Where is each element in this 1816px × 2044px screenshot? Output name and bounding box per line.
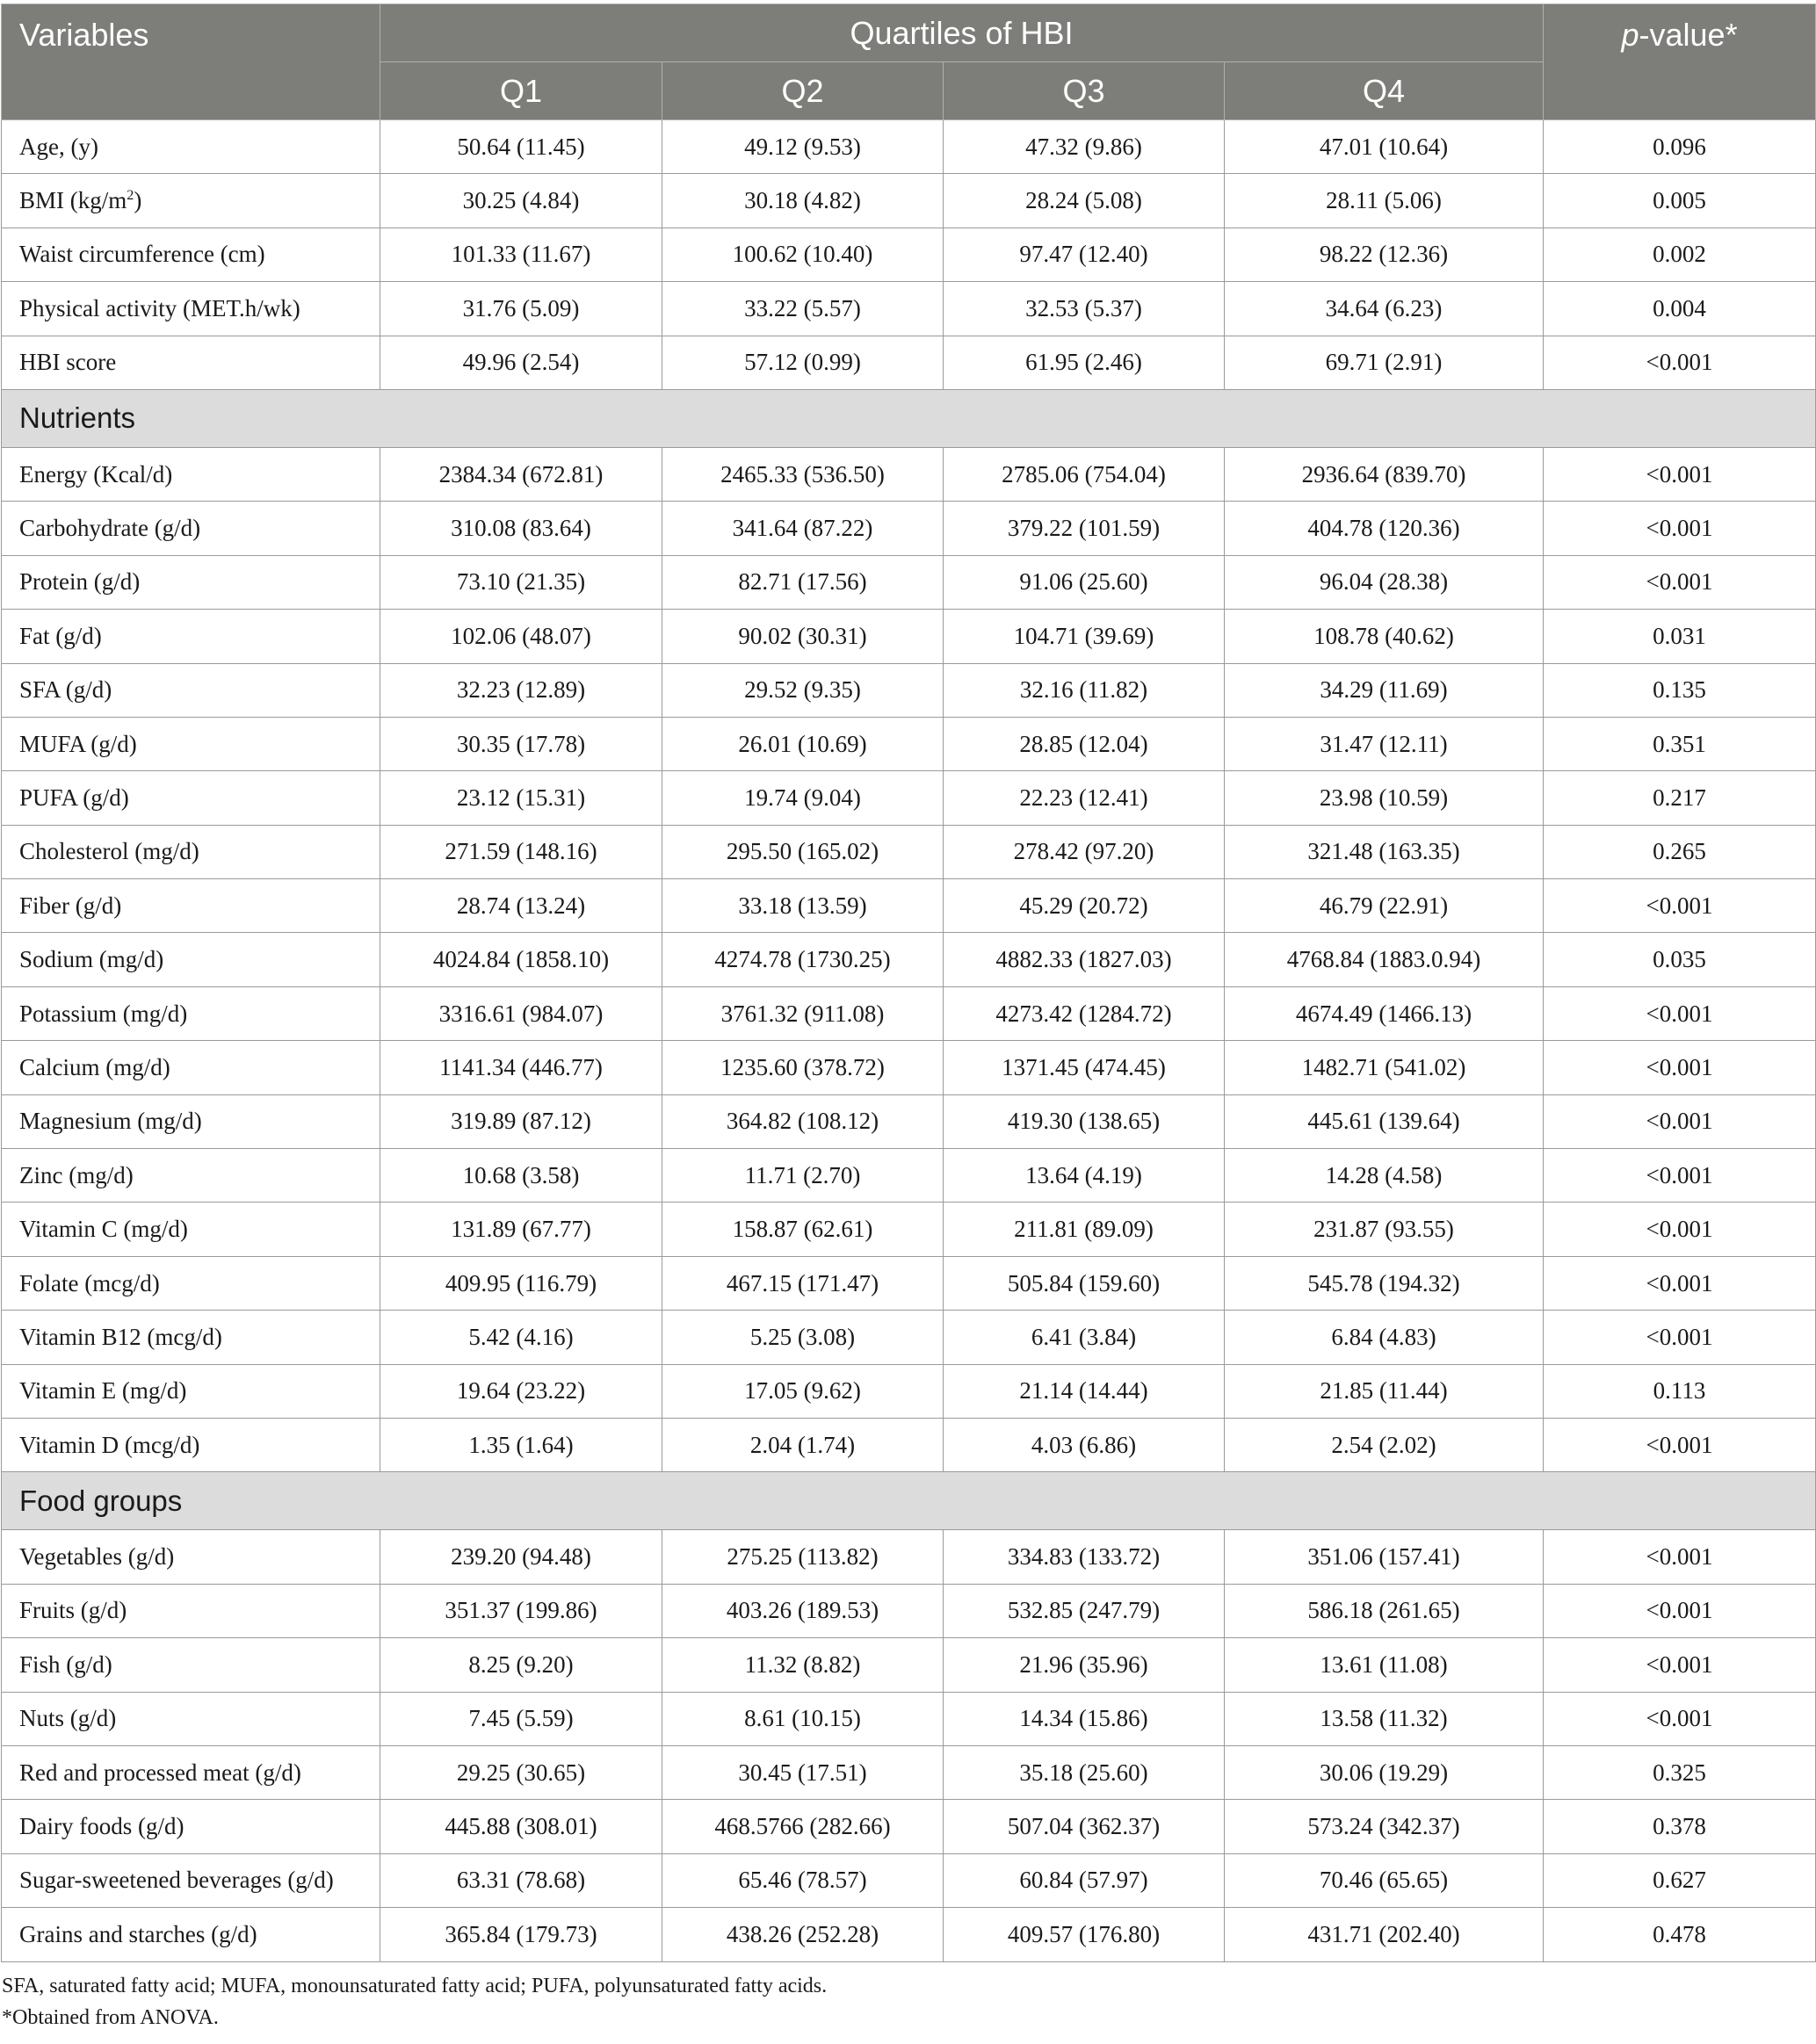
footnote-anova: *Obtained from ANOVA. <box>2 2006 219 2029</box>
cell-pvalue: 0.113 <box>1544 1364 1816 1418</box>
row-label: Carbohydrate (g/d) <box>2 502 380 555</box>
row-label: Vegetables (g/d) <box>2 1530 380 1584</box>
cell-q1: 239.20 (94.48) <box>380 1530 662 1584</box>
cell-q1: 29.25 (30.65) <box>380 1745 662 1799</box>
cell-pvalue: <0.001 <box>1544 1418 1816 1471</box>
cell-q1: 271.59 (148.16) <box>380 825 662 878</box>
cell-q4: 231.87 (93.55) <box>1225 1203 1544 1256</box>
cell-q3: 32.53 (5.37) <box>944 282 1225 336</box>
cell-q4: 34.64 (6.23) <box>1225 282 1544 336</box>
cell-pvalue: <0.001 <box>1544 1203 1816 1256</box>
table-row <box>2 1041 1816 1094</box>
row-label: Fiber (g/d) <box>2 879 380 933</box>
cell-pvalue: 0.096 <box>1544 120 1816 174</box>
cell-q3: 91.06 (25.60) <box>944 555 1225 609</box>
cell-q3: 28.24 (5.08) <box>944 174 1225 228</box>
cell-q4: 13.61 (11.08) <box>1225 1638 1544 1692</box>
cell-q4: 4674.49 (1466.13) <box>1225 986 1544 1040</box>
cell-q1: 28.74 (13.24) <box>380 879 662 933</box>
cell-q3: 278.42 (97.20) <box>944 825 1225 878</box>
cell-q2: 1235.60 (378.72) <box>662 1041 944 1094</box>
table-row <box>2 1638 1816 1692</box>
cell-q1: 30.35 (17.78) <box>380 717 662 770</box>
header-q3: Q3 <box>944 62 1225 120</box>
header-q1: Q1 <box>380 62 662 120</box>
row-label: Waist circumference (cm) <box>2 228 380 281</box>
cell-q2: 30.45 (17.51) <box>662 1745 944 1799</box>
table-row <box>2 825 1816 878</box>
cell-q4: 98.22 (12.36) <box>1225 228 1544 281</box>
cell-q3: 4882.33 (1827.03) <box>944 933 1225 986</box>
row-label: SFA (g/d) <box>2 663 380 717</box>
cell-q4: 47.01 (10.64) <box>1225 120 1544 174</box>
table-row <box>2 120 1816 174</box>
cell-pvalue: 0.627 <box>1544 1853 1816 1907</box>
cell-q2: 19.74 (9.04) <box>662 771 944 825</box>
table-row <box>2 771 1816 825</box>
table-row <box>2 447 1816 501</box>
row-label: Magnesium (mg/d) <box>2 1094 380 1148</box>
cell-q1: 23.12 (15.31) <box>380 771 662 825</box>
header-pvalue-italic: p <box>1621 17 1639 53</box>
cell-q1: 409.95 (116.79) <box>380 1256 662 1310</box>
table-row <box>2 1311 1816 1364</box>
cell-q1: 31.76 (5.09) <box>380 282 662 336</box>
cell-q1: 365.84 (179.73) <box>380 1908 662 1961</box>
cell-pvalue: 0.005 <box>1544 174 1816 228</box>
cell-q1: 50.64 (11.45) <box>380 120 662 174</box>
row-label: Fish (g/d) <box>2 1638 380 1692</box>
cell-q1: 63.31 (78.68) <box>380 1853 662 1907</box>
cell-q3: 6.41 (3.84) <box>944 1311 1225 1364</box>
cell-pvalue: 0.135 <box>1544 663 1816 717</box>
table-row <box>2 1256 1816 1310</box>
header-pvalue <box>1544 4 1816 120</box>
cell-q1: 101.33 (11.67) <box>380 228 662 281</box>
cell-q3: 334.83 (133.72) <box>944 1530 1225 1584</box>
cell-q2: 90.02 (30.31) <box>662 610 944 663</box>
cell-q3: 22.23 (12.41) <box>944 771 1225 825</box>
cell-q2: 2465.33 (536.50) <box>662 447 944 501</box>
cell-q3: 104.71 (39.69) <box>944 610 1225 663</box>
cell-q2: 295.50 (165.02) <box>662 825 944 878</box>
cell-q1: 73.10 (21.35) <box>380 555 662 609</box>
table-row <box>2 879 1816 933</box>
row-label: Energy (Kcal/d) <box>2 447 380 501</box>
table-row <box>2 1853 1816 1907</box>
cell-q3: 2785.06 (754.04) <box>944 447 1225 501</box>
cell-q3: 35.18 (25.60) <box>944 1745 1225 1799</box>
cell-q2: 49.12 (9.53) <box>662 120 944 174</box>
cell-q3: 409.57 (176.80) <box>944 1908 1225 1961</box>
row-label: Sugar-sweetened beverages (g/d) <box>2 1853 380 1907</box>
cell-pvalue: 0.351 <box>1544 717 1816 770</box>
cell-pvalue: <0.001 <box>1544 1692 1816 1745</box>
section-title: Nutrients <box>2 389 1816 447</box>
table-row <box>2 1418 1816 1471</box>
row-label: Vitamin D (mcg/d) <box>2 1418 380 1471</box>
cell-q1: 351.37 (199.86) <box>380 1584 662 1637</box>
cell-q2: 364.82 (108.12) <box>662 1094 944 1148</box>
cell-q1: 310.08 (83.64) <box>380 502 662 555</box>
cell-q3: 4.03 (6.86) <box>944 1418 1225 1471</box>
header-quartiles-group: Quartiles of HBI <box>380 4 1544 62</box>
cell-q4: 46.79 (22.91) <box>1225 879 1544 933</box>
cell-q1: 1141.34 (446.77) <box>380 1041 662 1094</box>
row-label: PUFA (g/d) <box>2 771 380 825</box>
cell-q4: 545.78 (194.32) <box>1225 1256 1544 1310</box>
row-label: Grains and starches (g/d) <box>2 1908 380 1961</box>
cell-q1: 8.25 (9.20) <box>380 1638 662 1692</box>
cell-q1: 1.35 (1.64) <box>380 1418 662 1471</box>
cell-q2: 82.71 (17.56) <box>662 555 944 609</box>
cell-q3: 47.32 (9.86) <box>944 120 1225 174</box>
cell-q3: 532.85 (247.79) <box>944 1584 1225 1637</box>
row-label: Vitamin B12 (mcg/d) <box>2 1311 380 1364</box>
cell-q3: 507.04 (362.37) <box>944 1800 1225 1853</box>
cell-q1: 445.88 (308.01) <box>380 1800 662 1853</box>
table-row <box>2 174 1816 228</box>
cell-q4: 28.11 (5.06) <box>1225 174 1544 228</box>
cell-q4: 70.46 (65.65) <box>1225 1853 1544 1907</box>
cell-pvalue: 0.035 <box>1544 933 1816 986</box>
cell-q4: 351.06 (157.41) <box>1225 1530 1544 1584</box>
cell-q4: 2936.64 (839.70) <box>1225 447 1544 501</box>
cell-q3: 379.22 (101.59) <box>944 502 1225 555</box>
cell-q3: 505.84 (159.60) <box>944 1256 1225 1310</box>
cell-q2: 11.32 (8.82) <box>662 1638 944 1692</box>
cell-pvalue: 0.002 <box>1544 228 1816 281</box>
cell-q2: 11.71 (2.70) <box>662 1149 944 1203</box>
table-row <box>2 1745 1816 1799</box>
header-pvalue-rest: -value* <box>1639 17 1738 53</box>
table-row <box>2 336 1816 389</box>
cell-pvalue: 0.378 <box>1544 1800 1816 1853</box>
cell-q2: 467.15 (171.47) <box>662 1256 944 1310</box>
table-row <box>2 1692 1816 1745</box>
cell-q2: 26.01 (10.69) <box>662 717 944 770</box>
cell-q4: 445.61 (139.64) <box>1225 1094 1544 1148</box>
table-row <box>2 1530 1816 1584</box>
cell-pvalue: <0.001 <box>1544 1638 1816 1692</box>
table-row <box>2 717 1816 770</box>
cell-q4: 431.71 (202.40) <box>1225 1908 1544 1961</box>
cell-pvalue: <0.001 <box>1544 1256 1816 1310</box>
cell-q1: 10.68 (3.58) <box>380 1149 662 1203</box>
cell-q2: 341.64 (87.22) <box>662 502 944 555</box>
row-label: Fruits (g/d) <box>2 1584 380 1637</box>
cell-pvalue: 0.325 <box>1544 1745 1816 1799</box>
table-row <box>2 1364 1816 1418</box>
cell-pvalue: <0.001 <box>1544 1311 1816 1364</box>
cell-q1: 319.89 (87.12) <box>380 1094 662 1148</box>
cell-q2: 468.5766 (282.66) <box>662 1800 944 1853</box>
cell-pvalue: <0.001 <box>1544 1149 1816 1203</box>
row-label: MUFA (g/d) <box>2 717 380 770</box>
cell-pvalue: <0.001 <box>1544 447 1816 501</box>
cell-q2: 275.25 (113.82) <box>662 1530 944 1584</box>
cell-q1: 19.64 (23.22) <box>380 1364 662 1418</box>
cell-q3: 14.34 (15.86) <box>944 1692 1225 1745</box>
cell-q1: 5.42 (4.16) <box>380 1311 662 1364</box>
row-label: Calcium (mg/d) <box>2 1041 380 1094</box>
row-label: Protein (g/d) <box>2 555 380 609</box>
row-label: Physical activity (MET.h/wk) <box>2 282 380 336</box>
cell-q1: 131.89 (67.77) <box>380 1203 662 1256</box>
cell-pvalue: <0.001 <box>1544 1530 1816 1584</box>
row-label: Folate (mcg/d) <box>2 1256 380 1310</box>
cell-q3: 211.81 (89.09) <box>944 1203 1225 1256</box>
cell-pvalue: <0.001 <box>1544 336 1816 389</box>
row-label: Cholesterol (mg/d) <box>2 825 380 878</box>
cell-q2: 438.26 (252.28) <box>662 1908 944 1961</box>
table-body <box>2 120 1816 1962</box>
section-header-row <box>2 389 1816 447</box>
row-label: Vitamin E (mg/d) <box>2 1364 380 1418</box>
cell-pvalue: <0.001 <box>1544 555 1816 609</box>
cell-pvalue: 0.004 <box>1544 282 1816 336</box>
row-label: Nuts (g/d) <box>2 1692 380 1745</box>
section-header-row <box>2 1472 1816 1530</box>
cell-pvalue: 0.265 <box>1544 825 1816 878</box>
cell-q2: 8.61 (10.15) <box>662 1692 944 1745</box>
cell-q4: 21.85 (11.44) <box>1225 1364 1544 1418</box>
cell-q4: 6.84 (4.83) <box>1225 1311 1544 1364</box>
cell-q4: 96.04 (28.38) <box>1225 555 1544 609</box>
cell-q4: 404.78 (120.36) <box>1225 502 1544 555</box>
row-label: Zinc (mg/d) <box>2 1149 380 1203</box>
cell-q4: 1482.71 (541.02) <box>1225 1041 1544 1094</box>
cell-q2: 100.62 (10.40) <box>662 228 944 281</box>
cell-q4: 30.06 (19.29) <box>1225 1745 1544 1799</box>
row-label: Fat (g/d) <box>2 610 380 663</box>
cell-q4: 69.71 (2.91) <box>1225 336 1544 389</box>
table-header <box>2 4 1816 120</box>
row-label: Dairy foods (g/d) <box>2 1800 380 1853</box>
cell-q2: 17.05 (9.62) <box>662 1364 944 1418</box>
cell-q1: 2384.34 (672.81) <box>380 447 662 501</box>
table-row <box>2 282 1816 336</box>
cell-pvalue: 0.031 <box>1544 610 1816 663</box>
hbi-quartiles-table <box>1 4 1816 1962</box>
table-row <box>2 986 1816 1040</box>
table-row <box>2 1203 1816 1256</box>
cell-q1: 102.06 (48.07) <box>380 610 662 663</box>
cell-q4: 34.29 (11.69) <box>1225 663 1544 717</box>
cell-q2: 30.18 (4.82) <box>662 174 944 228</box>
cell-q4: 108.78 (40.62) <box>1225 610 1544 663</box>
table-row <box>2 1094 1816 1148</box>
cell-q3: 4273.42 (1284.72) <box>944 986 1225 1040</box>
header-q2: Q2 <box>662 62 944 120</box>
cell-q3: 28.85 (12.04) <box>944 717 1225 770</box>
header-q4: Q4 <box>1225 62 1544 120</box>
cell-q2: 3761.32 (911.08) <box>662 986 944 1040</box>
cell-q4: 573.24 (342.37) <box>1225 1800 1544 1853</box>
cell-q2: 29.52 (9.35) <box>662 663 944 717</box>
cell-q3: 1371.45 (474.45) <box>944 1041 1225 1094</box>
row-label: Age, (y) <box>2 120 380 174</box>
cell-pvalue: <0.001 <box>1544 1094 1816 1148</box>
cell-pvalue: <0.001 <box>1544 1584 1816 1637</box>
table-row <box>2 1800 1816 1853</box>
table-row <box>2 1149 1816 1203</box>
cell-pvalue: <0.001 <box>1544 1041 1816 1094</box>
cell-q3: 45.29 (20.72) <box>944 879 1225 933</box>
cell-q4: 14.28 (4.58) <box>1225 1149 1544 1203</box>
table-row <box>2 610 1816 663</box>
row-label: Vitamin C (mg/d) <box>2 1203 380 1256</box>
cell-q4: 586.18 (261.65) <box>1225 1584 1544 1637</box>
cell-q4: 321.48 (163.35) <box>1225 825 1544 878</box>
table-row <box>2 663 1816 717</box>
cell-q1: 32.23 (12.89) <box>380 663 662 717</box>
cell-q3: 61.95 (2.46) <box>944 336 1225 389</box>
footnote-abbreviations: SFA, saturated fatty acid; MUFA, monounsaturated fatty acid; PUFA, polyunsaturated fatty acids. <box>2 1975 828 1997</box>
cell-q2: 33.18 (13.59) <box>662 879 944 933</box>
cell-q3: 419.30 (138.65) <box>944 1094 1225 1148</box>
cell-q3: 60.84 (57.97) <box>944 1853 1225 1907</box>
cell-q3: 32.16 (11.82) <box>944 663 1225 717</box>
cell-q2: 57.12 (0.99) <box>662 336 944 389</box>
table-row <box>2 1584 1816 1637</box>
cell-q2: 5.25 (3.08) <box>662 1311 944 1364</box>
section-title: Food groups <box>2 1472 1816 1530</box>
row-label: Sodium (mg/d) <box>2 933 380 986</box>
cell-q4: 23.98 (10.59) <box>1225 771 1544 825</box>
cell-q3: 21.14 (14.44) <box>944 1364 1225 1418</box>
table-row <box>2 228 1816 281</box>
table-row <box>2 933 1816 986</box>
cell-q1: 30.25 (4.84) <box>380 174 662 228</box>
row-label: Potassium (mg/d) <box>2 986 380 1040</box>
cell-q1: 7.45 (5.59) <box>380 1692 662 1745</box>
table-container <box>1 4 1815 1962</box>
table-row <box>2 1908 1816 1961</box>
cell-pvalue: <0.001 <box>1544 986 1816 1040</box>
header-variables: Variables <box>2 4 380 120</box>
cell-q4: 2.54 (2.02) <box>1225 1418 1544 1471</box>
row-label: BMI $(kg/m^2)$ <box>2 174 380 228</box>
cell-pvalue: <0.001 <box>1544 879 1816 933</box>
cell-q1: 3316.61 (984.07) <box>380 986 662 1040</box>
cell-q3: 21.96 (35.96) <box>944 1638 1225 1692</box>
cell-q2: 4274.78 (1730.25) <box>662 933 944 986</box>
row-label: Red and processed meat (g/d) <box>2 1745 380 1799</box>
cell-q1: 4024.84 (1858.10) <box>380 933 662 986</box>
cell-q2: 2.04 (1.74) <box>662 1418 944 1471</box>
cell-pvalue: <0.001 <box>1544 502 1816 555</box>
cell-q3: 13.64 (4.19) <box>944 1149 1225 1203</box>
row-label: HBI score <box>2 336 380 389</box>
cell-q1: 49.96 (2.54) <box>380 336 662 389</box>
cell-q3: 97.47 (12.40) <box>944 228 1225 281</box>
cell-q4: 4768.84 (1883.0.94) <box>1225 933 1544 986</box>
cell-q2: 158.87 (62.61) <box>662 1203 944 1256</box>
cell-q2: 403.26 (189.53) <box>662 1584 944 1637</box>
cell-q4: 31.47 (12.11) <box>1225 717 1544 770</box>
cell-q2: 33.22 (5.57) <box>662 282 944 336</box>
cell-pvalue: 0.217 <box>1544 771 1816 825</box>
table-row <box>2 555 1816 609</box>
table-row <box>2 502 1816 555</box>
cell-pvalue: 0.478 <box>1544 1908 1816 1961</box>
cell-q4: 13.58 (11.32) <box>1225 1692 1544 1745</box>
cell-q2: 65.46 (78.57) <box>662 1853 944 1907</box>
